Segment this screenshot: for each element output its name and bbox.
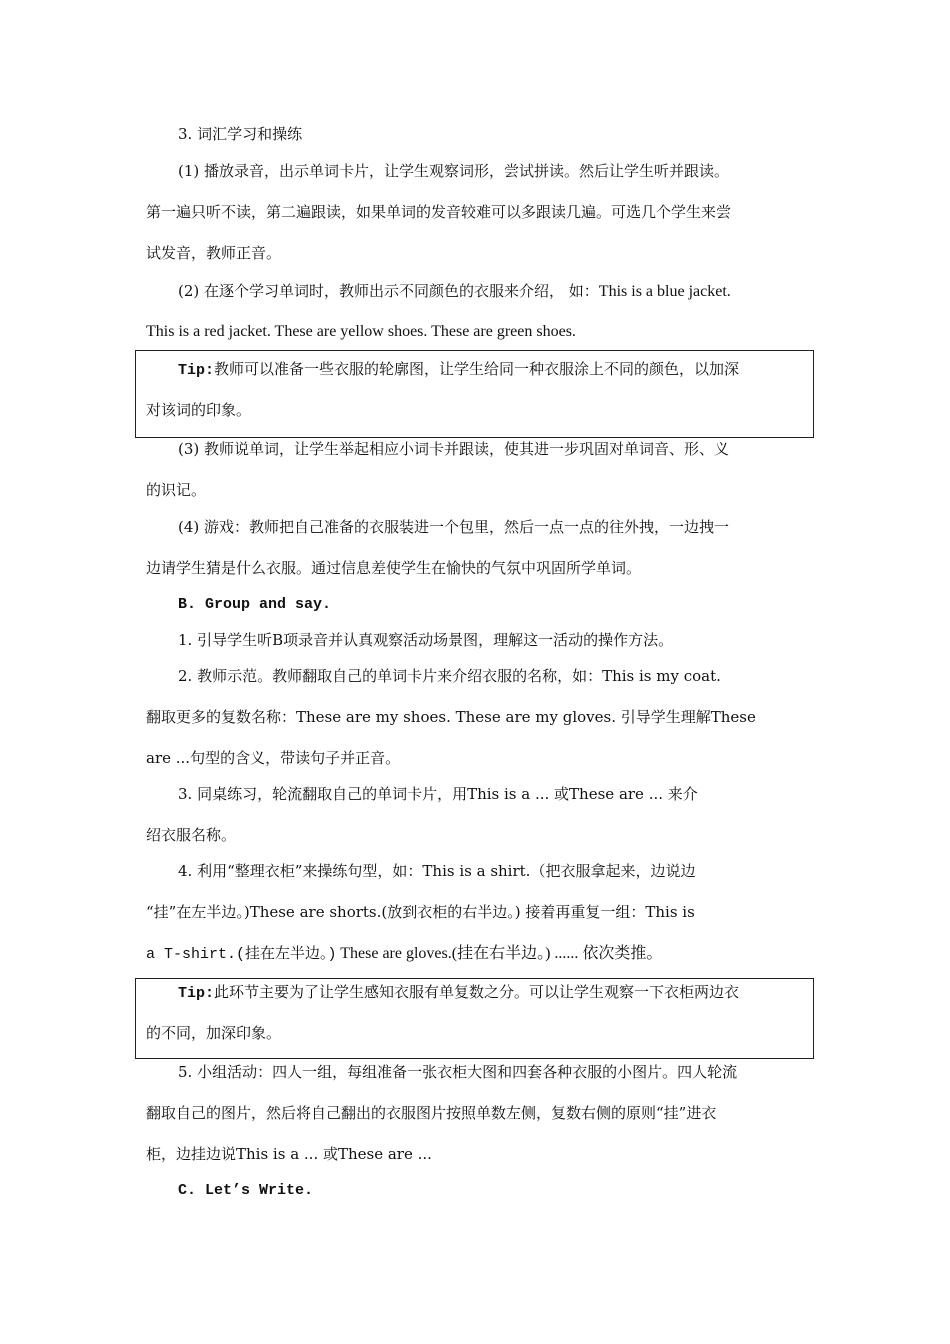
- section-b-heading: B. Group and say.: [178, 596, 332, 613]
- step-3-line-1: 3. 同桌练习，轮流翻取自己的单词卡片，用This is a ... 或These are ... 来介: [178, 785, 698, 803]
- step-4-serif-text: These are gloves.(挂在右半边。) ...... 依次类推。: [336, 945, 663, 962]
- paragraph-4-line-2: 边请学生猜是什么衣服。通过信息差使学生在愉快的气氛中巩固所学单词。: [146, 559, 642, 577]
- tip-2-label: Tip:: [178, 985, 215, 1002]
- step-4-line-1: 4. 利用“整理衣柜”来操练句型，如：This is a shirt.（把衣服拿起来，边说边: [178, 862, 696, 880]
- paragraph-2-line-1: [178, 271, 731, 312]
- step-5-line-3: 柜，边挂边说This is a ... 或These are ...: [146, 1145, 432, 1163]
- step-5-line-1: 5. 小组活动：四人一组，每组准备一张衣柜大图和四套各种衣服的小图片。四人轮流: [178, 1063, 738, 1081]
- paragraph-4-line-1: (4) 游戏：教师把自己准备的衣服装进一个包里，然后一点一点的往外拽，一边拽一: [178, 518, 730, 536]
- tip-1-line-2: 对该词的印象。: [146, 401, 252, 419]
- step-3-line-2: 绍衣服名称。: [146, 826, 237, 844]
- step-2-line-2: 翻取更多的复数名称：These are my shoes. These are my gloves. 引导学生理解These: [146, 708, 756, 726]
- tip-1-line-1: [178, 349, 739, 391]
- tip-1-text: 教师可以准备一些衣服的轮廓图，让学生给同一种衣服涂上不同的颜色，以加深: [214, 360, 740, 378]
- tip-1-label: Tip:: [178, 362, 215, 379]
- paragraph-2-chinese: (2) 在逐个学习单词时，教师出示不同颜色的衣服来介绍， 如：: [178, 282, 599, 300]
- tip-2-line-2: 的不同，加深印象。: [146, 1024, 282, 1042]
- paragraph-3-line-1: (3) 教师说单词，让学生举起相应小词卡并跟读，使其进一步巩固对单词音、形、义: [178, 440, 730, 458]
- paragraph-2-line-2: This is a red jacket. These are yellow shoes. These are green shoes.: [146, 323, 576, 340]
- step-4-mono-text: a T-shirt.(挂在左半边。): [146, 946, 337, 963]
- step-2-line-1: 2. 教师示范。教师翻取自己的单词卡片来介绍衣服的名称，如：This is my coat.: [178, 667, 721, 685]
- paragraph-3-line-2: 的识记。: [146, 481, 207, 499]
- paragraph-1-line-2: 第一遍只听不读，第二遍跟读，如果单词的发音较难可以多跟读几遍。可选几个学生来尝: [146, 203, 732, 221]
- step-4-line-2: “挂”在左半边。)These are shorts.(放到衣柜的右半边。) 接着再重复一组：This is: [146, 903, 695, 921]
- step-2-line-3: are ...句型的含义，带读句子并正音。: [146, 749, 401, 767]
- paragraph-2-english: This is a blue jacket.: [598, 283, 731, 300]
- tip-2-line-1: [178, 972, 739, 1014]
- section-c-heading: C. Let’s Write.: [178, 1182, 314, 1199]
- step-4-line-3: [146, 933, 662, 975]
- step-1: 1. 引导学生听B项录音并认真观察活动场景图，理解这一活动的操作方法。: [178, 631, 674, 649]
- paragraph-1-line-3: 试发音，教师正音。: [146, 244, 282, 262]
- section-3-heading: 3. 词汇学习和操练: [178, 125, 303, 143]
- tip-2-text: 此环节主要为了让学生感知衣服有单复数之分。可以让学生观察一下衣柜两边衣: [214, 983, 740, 1001]
- step-5-line-2: 翻取自己的图片，然后将自己翻出的衣服图片按照单数左侧，复数右侧的原则“挂”进衣: [146, 1104, 717, 1122]
- paragraph-1-line-1: (1) 播放录音，出示单词卡片，让学生观察词形，尝试拼读。然后让学生听并跟读。: [178, 162, 730, 180]
